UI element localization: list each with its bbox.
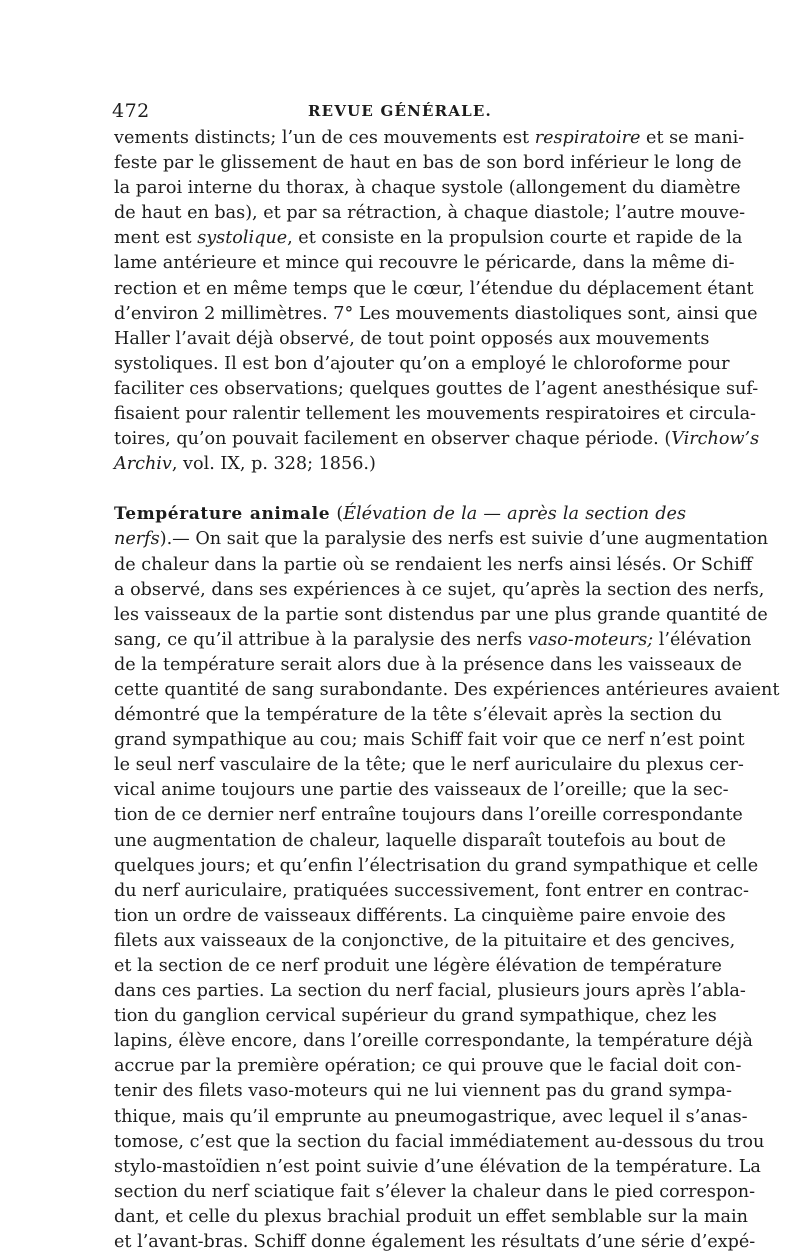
text-line xyxy=(114,854,759,879)
text-run: ).— On sait que la paralysie des nerfs est suivie d’une augmentation xyxy=(159,529,769,550)
text-run: vements distincts; l’un de ces mouvements est xyxy=(114,128,535,148)
text-line xyxy=(114,302,758,327)
text-run: tion du ganglion cervical supérieur du grand sympathique, chez les xyxy=(114,1006,717,1027)
text-run: de la température serait alors due à la présence dans les vaisseaux de xyxy=(114,654,742,675)
text-run: lapins, élève encore, dans l’oreille correspondante, la température déjà xyxy=(114,1031,753,1052)
text-line xyxy=(114,427,760,452)
text-run: cette quantité de sang surabondante. Des expériences antérieures avaient xyxy=(114,679,780,700)
text-run: de haut en bas), et par sa rétraction, à chaque diastole; l’autre mouve- xyxy=(114,203,746,224)
text-line xyxy=(114,226,743,251)
text-run: quelques jours; et qu’enfin l’électrisation du grand sympathique et celle xyxy=(114,855,759,876)
text-line xyxy=(114,126,745,151)
text-line xyxy=(114,1230,756,1255)
text-line xyxy=(114,653,742,678)
text-line xyxy=(114,151,742,176)
text-run: faciliter ces observations; quelques gouttes de l’agent anesthésique suf- xyxy=(114,378,759,399)
text-run: du nerf auriculaire, pratiquées successivement, font entrer en contrac- xyxy=(114,880,749,901)
text-run: une augmentation de chaleur, laquelle disparaît toutefois au bout de xyxy=(114,830,726,851)
text-line xyxy=(114,728,745,753)
text-line xyxy=(114,1205,748,1230)
text-run: a observé, dans ses expériences à ce sujet, qu’après la section des nerfs, xyxy=(114,579,765,600)
text-line xyxy=(114,502,686,527)
text-run: de chaleur dans la partie où se rendaient les nerfs ainsi lésés. Or Schiff xyxy=(114,554,753,575)
text-line xyxy=(114,452,686,477)
text-run: ment est xyxy=(114,228,198,249)
text-line xyxy=(114,1105,748,1130)
text-run: l’élévation xyxy=(653,629,752,650)
text-line xyxy=(114,803,743,828)
text-line xyxy=(114,527,769,552)
text-run: démontré que la température de la tête s’élevait après la section du xyxy=(114,705,722,726)
page-header xyxy=(112,96,688,126)
text-run: ( xyxy=(330,504,344,525)
text-line xyxy=(114,778,729,803)
text-run: toires, qu’on pouvait facilement en observer chaque période. ( xyxy=(114,429,672,450)
text-line xyxy=(114,578,765,603)
text-line xyxy=(114,251,735,276)
text-run: tomose, c’est que la section du facial immédiatement au-dessous du trou xyxy=(114,1131,765,1152)
italic-text: Virchow’s xyxy=(671,429,760,450)
text-run: d’environ 2 millimètres. 7° Les mouvements diastoliques sont, ainsi que xyxy=(114,303,758,324)
text-run: feste par le glissement de haut en bas de son bord inférieur le long de xyxy=(114,153,742,174)
page-number: 472 xyxy=(112,100,150,122)
text-run: la paroi interne du thorax, à chaque systole (allongement du diamètre xyxy=(114,178,741,199)
running-title: REVUE GÉNÉRALE. xyxy=(308,102,492,120)
text-run: , vol. IX, p. 328; 1856.) xyxy=(171,454,376,475)
text-run: les vaisseaux de la partie sont distendus par une plus grande quantité de xyxy=(114,604,768,625)
paragraph-gap xyxy=(114,477,686,502)
text-run: Haller l’avait déjà observé, de tout point opposés aux mouvements xyxy=(114,328,710,349)
text-line xyxy=(114,352,730,377)
text-run: fisaient pour ralentir tellement les mouvements respiratoires et circula- xyxy=(114,404,757,425)
text-line xyxy=(114,954,722,979)
italic-text: Archiv xyxy=(114,454,172,475)
text-line xyxy=(114,904,726,929)
text-run: systoliques. Il est bon d’ajouter qu’on a employé le chloroforme pour xyxy=(114,353,730,374)
body-text xyxy=(114,126,780,1255)
italic-text: systolique xyxy=(197,228,288,249)
text-run: tion un ordre de vaisseaux différents. La cinquième paire envoie des xyxy=(114,905,726,926)
text-line xyxy=(114,979,746,1004)
text-line xyxy=(114,327,710,352)
text-run: grand sympathique au cou; mais Schiff fait voir que ce nerf n’est point xyxy=(114,730,745,751)
text-line xyxy=(114,1054,742,1079)
text-line xyxy=(114,377,759,402)
italic-text: nerfs xyxy=(114,529,160,550)
text-line xyxy=(114,201,746,226)
text-run: section du nerf sciatique fait s’élever la chaleur dans le pied correspon- xyxy=(114,1181,756,1202)
text-run: dant, et celle du plexus brachial produit un effet semblable sur la main xyxy=(114,1206,748,1227)
text-line xyxy=(114,1029,753,1054)
italic-text: Élévation de la — après la section des xyxy=(343,504,686,525)
paragraph-animal-temperature xyxy=(114,502,780,1255)
text-run: rection et en même temps que le cœur, l’étendue du déplacement étant xyxy=(114,278,754,299)
text-line xyxy=(114,678,780,703)
text-run: lame antérieure et mince qui recouvre le péricarde, dans la même di- xyxy=(114,253,735,274)
text-run: tenir des filets vaso-moteurs qui ne lui viennent pas du grand sympa- xyxy=(114,1081,732,1102)
text-run: filets aux vaisseaux de la conjonctive, de la pituitaire et des gencives, xyxy=(114,930,736,951)
text-run: le seul nerf vasculaire de la tête; que le nerf auriculaire du plexus cer- xyxy=(114,755,744,776)
text-run: accrue par la première opération; ce qui prouve que le facial doit con- xyxy=(114,1056,742,1077)
text-run: et se mani- xyxy=(640,128,745,148)
text-run: stylo-mastoïdien n’est point suivie d’une élévation de la température. La xyxy=(114,1156,761,1177)
text-run: et l’avant-bras. Schiff donne également les résultats d’une série d’expé- xyxy=(114,1232,756,1253)
text-run: dans ces parties. La section du nerf facial, plusieurs jours après l’abla- xyxy=(114,981,746,1002)
text-line xyxy=(114,1079,732,1104)
text-line xyxy=(114,277,754,302)
text-line xyxy=(114,1155,761,1180)
text-run: sang, ce qu’il attribue à la paralysie des nerfs xyxy=(114,629,528,650)
text-line xyxy=(114,1004,717,1029)
text-run: vical anime toujours une partie des vaisseaux de l’oreille; que la sec- xyxy=(114,780,729,801)
text-line xyxy=(114,929,736,954)
text-line xyxy=(114,753,744,778)
text-line xyxy=(114,628,752,653)
text-line xyxy=(114,1130,765,1155)
text-run: et la section de ce nerf produit une légère élévation de température xyxy=(114,956,722,976)
section-heading: Température animale xyxy=(114,504,331,525)
italic-text: respiratoire xyxy=(534,128,641,148)
text-line xyxy=(114,703,722,728)
text-run: thique, mais qu’il emprunte au pneumogastrique, avec lequel il s’anas- xyxy=(114,1106,748,1127)
italic-text: vaso-moteurs; xyxy=(527,629,654,650)
text-line xyxy=(114,603,768,628)
text-line xyxy=(114,829,726,854)
text-run: , et consiste en la propulsion courte et rapide de la xyxy=(287,228,743,249)
text-line xyxy=(114,553,753,578)
text-line xyxy=(114,879,749,904)
text-line xyxy=(114,402,757,427)
paragraph-respiratory-movements xyxy=(114,126,760,477)
text-line xyxy=(114,176,741,201)
text-run: tion de ce dernier nerf entraîne toujours dans l’oreille correspondante xyxy=(114,805,743,826)
text-line xyxy=(114,1180,756,1205)
